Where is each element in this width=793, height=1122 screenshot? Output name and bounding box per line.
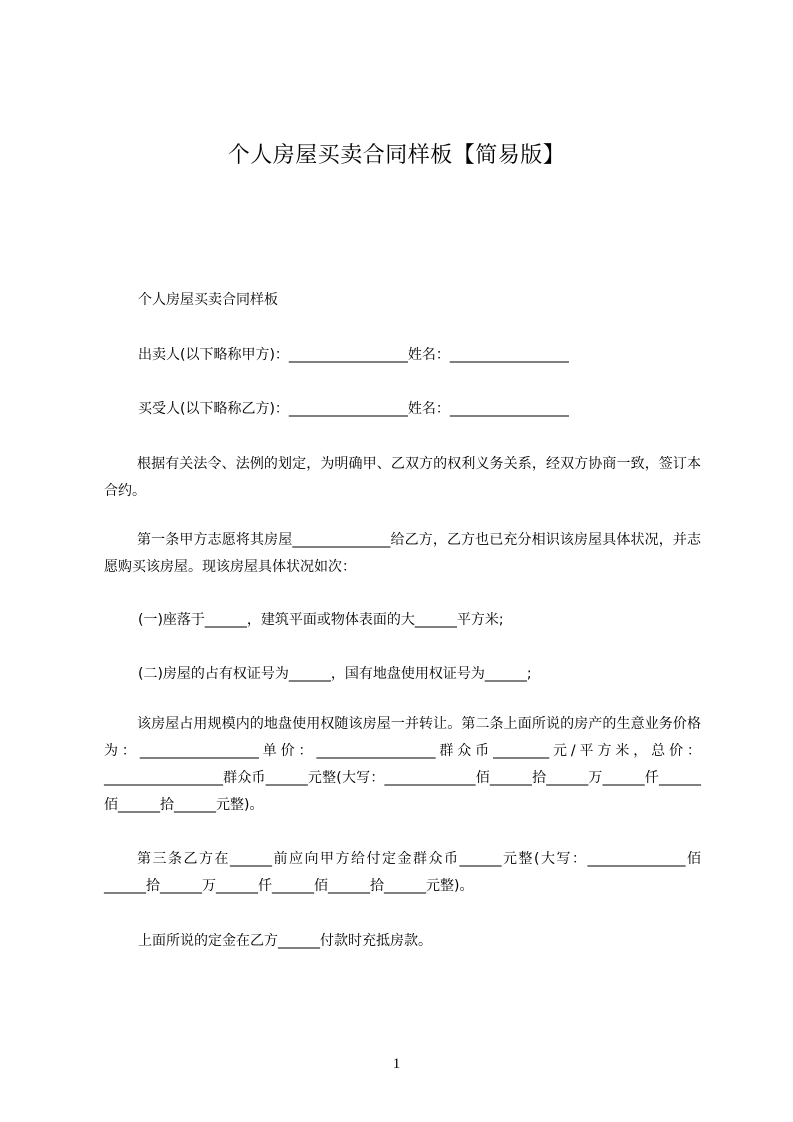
buyer-line: 买受人(以下略称乙方)：_________________姓名：_________________ [138, 401, 569, 417]
article-2-paragraph: 该房屋占用规模内的地盘使用权随该房屋一并转让。第二条上面所说的房产的生意业务价格为：_________________单价：_________________群众币________元/平方米，总价：_________________群众币______元整(大写：_____________佰______拾______万______仟______佰______拾______元整)。 [104, 716, 701, 813]
document-heading: 个人房屋买卖合同样板 [138, 292, 278, 308]
article-3-paragraph: 第三条乙方在______前应向甲方给付定金群众币______元整(大写：______________佰______拾______万______仟______佰______拾______元整)。 [104, 851, 701, 894]
item-2-line: (二)房屋的占有权证号为______，国有地盘使用权证号为______; [138, 666, 532, 682]
deposit-line: 上面所说的定金在乙方______付款时充抵房款。 [138, 933, 432, 949]
document-title: 个人房屋买卖合同样板【简易版】 [227, 143, 566, 168]
intro-paragraph: 根据有关法令、法例的划定，为明确甲、乙双方的权利义务关系，经双方协商一致，签订本合约。 [104, 456, 701, 499]
item-1-line: (一)座落于______，建筑平面或物体表面的大______平方米; [138, 612, 504, 628]
page-number: 1 [392, 1056, 401, 1072]
seller-line: 出卖人(以下略称甲方)：_________________姓名：_________________ [138, 347, 569, 363]
article-1-paragraph: 第一条甲方志愿将其房屋______________给乙方，乙方也已充分相识该房屋具体状况，并志愿购买该房屋。现该房屋具体状况如次： [104, 532, 701, 575]
